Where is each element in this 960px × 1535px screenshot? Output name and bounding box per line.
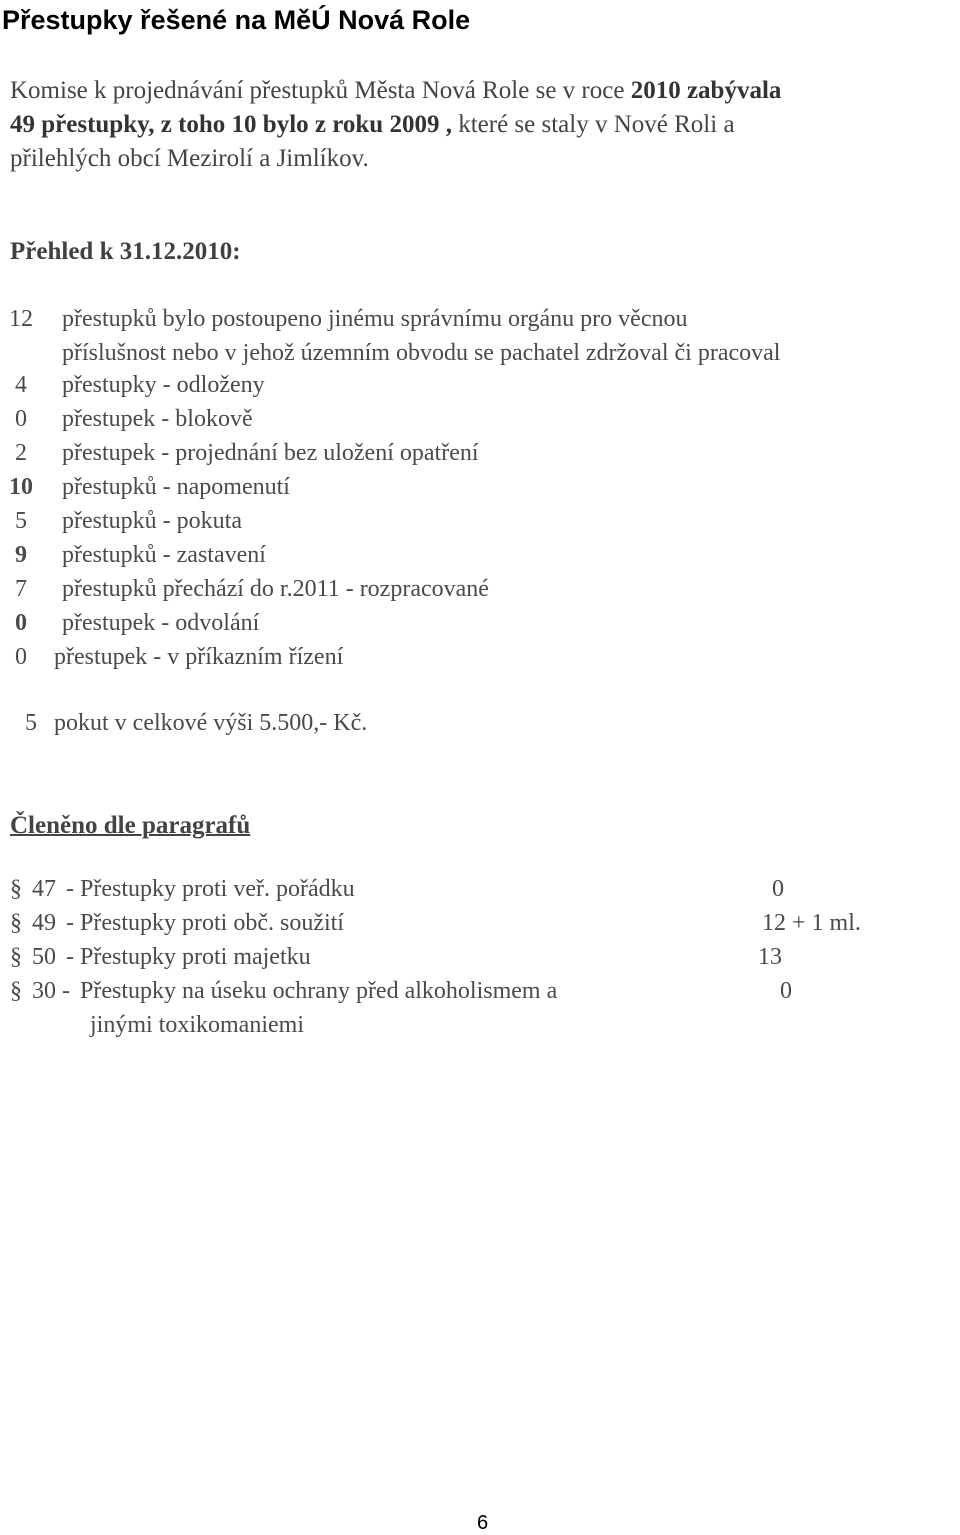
section-sign: § <box>10 978 22 1004</box>
paragraph-description: - Přestupky proti obč. soužití <box>66 910 344 936</box>
section-heading: Členěno dle paragrafů <box>10 812 251 839</box>
intro-line-3: přilehlých obcí Mezirolí a Jimlíkov. <box>10 145 369 172</box>
stat-count: 9 <box>15 542 27 568</box>
stat-label: přestupků - napomenutí <box>62 474 290 500</box>
stat-label: přestupek - projednání bez uložení opatření <box>62 440 479 466</box>
stat-count: 4 <box>15 372 27 398</box>
stat-label: přestupek - blokově <box>62 406 253 432</box>
paragraph-number: 50 <box>32 944 56 970</box>
paragraph-count: 0 <box>772 876 784 902</box>
page-number: 6 <box>477 1512 489 1534</box>
fines-label: pokut v celkové výši 5.500,- Kč. <box>54 710 368 736</box>
stat-count: 7 <box>15 576 27 602</box>
stat-count: 0 <box>15 644 27 670</box>
paragraph-number: 30 - <box>32 978 70 1004</box>
stat-count: 5 <box>15 508 27 534</box>
stat-count: 0 <box>15 610 27 636</box>
fines-count: 5 <box>25 710 37 736</box>
page-title: Přestupky řešené na MěÚ Nová Role <box>2 5 471 35</box>
stat-label-continuation: příslušnost nebo v jehož územním obvodu se pachatel zdržoval či pracoval <box>62 340 781 366</box>
stat-count: 12 <box>9 306 33 332</box>
stat-label: přestupky - odloženy <box>62 372 265 398</box>
stat-label: přestupků přechází do r.2011 - rozpracované <box>62 576 489 602</box>
intro-line-1 <box>10 74 950 108</box>
stat-label: přestupků - zastavení <box>62 542 266 568</box>
stat-label: přestupků bylo postoupeno jinému správnímu orgánu pro věcnou <box>62 306 688 332</box>
intro-bold: 49 přestupky, z toho 10 bylo z roku 2009 , <box>10 111 452 138</box>
stat-count: 10 <box>9 474 33 500</box>
paragraph-description-continuation: jinými toxikomaniemi <box>90 1012 304 1038</box>
paragraph-description: - Přestupky proti veř. pořádku <box>66 876 355 902</box>
stat-count: 2 <box>15 440 27 466</box>
intro-bold: 2010 zabývala <box>630 77 782 104</box>
intro-text: které se staly v Nové Roli a <box>451 111 735 138</box>
section-sign: § <box>10 944 22 970</box>
intro-text: Komise k projednávání přestupků Města Nová Role se v roce <box>10 77 631 104</box>
section-sign: § <box>10 876 22 902</box>
stat-label: přestupek - v příkazním řízení <box>54 644 344 670</box>
stat-label: přestupek - odvolání <box>62 610 260 636</box>
paragraph-count: 13 <box>758 944 782 970</box>
paragraph-count: 12 + 1 ml. <box>762 910 861 936</box>
stat-label: přestupků - pokuta <box>62 508 242 534</box>
stat-count: 0 <box>15 406 27 432</box>
paragraph-number: 47 <box>32 876 56 902</box>
paragraph-description: - Přestupky proti majetku <box>66 944 311 970</box>
overview-heading: Přehled k 31.12.2010: <box>10 238 241 265</box>
intro-paragraph <box>10 74 950 176</box>
intro-line-2 <box>10 108 950 142</box>
paragraph-number: 49 <box>32 910 56 936</box>
paragraph-count: 0 <box>780 978 792 1004</box>
section-sign: § <box>10 910 22 936</box>
paragraph-description: Přestupky na úseku ochrany před alkoholismem a <box>80 978 558 1004</box>
